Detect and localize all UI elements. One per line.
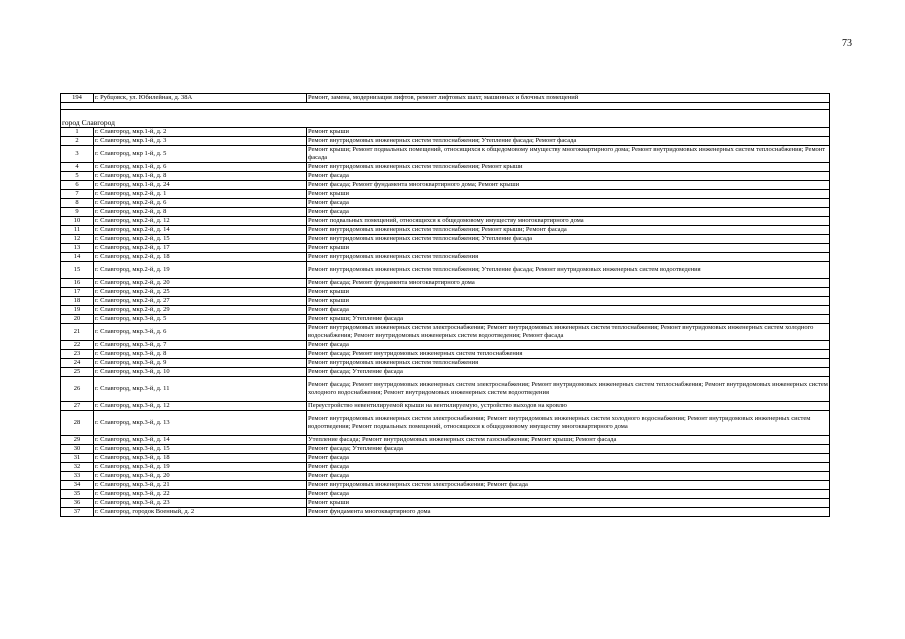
row-address: г. Славгород, мкр.2-й, д. 8 [94,208,307,217]
table-row [61,163,830,172]
row-work-types: Ремонт внутридомовых инженерных систем электроснабжения; Ремонт внутридомовых инженерных систем теплоснабжения; Ремонт внутридомовых инженерных систем холодного водоснабжения; Ремонт внутридомовых инженерных систем водоотведения; Ремонт фасада [307,324,830,341]
row-work-types: Ремонт крыши; Ремонт подвальных помещений, относящихся к общедомовому имуществу многоквартирного дома; Ремонт внутридомовых инженерных систем теплоснабжения; Ремонт фасада [307,146,830,163]
row-work-types: Ремонт внутридомовых инженерных систем теплоснабжения; Ремонт крыши; Ремонт фасада [307,226,830,235]
row-work-types: Ремонт фасада [307,490,830,499]
row-number: 19 [61,306,94,315]
row-address: г. Славгород, мкр.3-й, д. 22 [94,490,307,499]
table-row [61,217,830,226]
row-address: г. Славгород, мкр.2-й, д. 1 [94,190,307,199]
row-work-types: Ремонт крыши [307,297,830,306]
row-number: 9 [61,208,94,217]
row-address: г. Славгород, мкр.2-й, д. 20 [94,279,307,288]
row-work-types: Ремонт, замена, модернизация лифтов, ремонт лифтовых шахт, машинных и блочных помещений [307,94,830,103]
row-work-types: Ремонт внутридомовых инженерных систем теплоснабжения [307,359,830,368]
row-number: 2 [61,137,94,146]
row-address: г. Славгород, мкр.2-й, д. 14 [94,226,307,235]
table-row [61,253,830,262]
row-address: г. Славгород, мкр.3-й, д. 5 [94,315,307,324]
row-number: 28 [61,411,94,436]
row-number: 6 [61,181,94,190]
row-address: г. Славгород, мкр.3-й, д. 11 [94,377,307,402]
row-work-types: Утепление фасада; Ремонт внутридомовых инженерных систем газоснабжения; Ремонт крыши; Ремонт фасада [307,436,830,445]
row-address: г. Славгород, мкр.3-й, д. 7 [94,341,307,350]
row-number: 23 [61,350,94,359]
row-number: 34 [61,481,94,490]
table-row [61,368,830,377]
row-number: 21 [61,324,94,341]
row-address: г. Славгород, мкр.3-й, д. 8 [94,350,307,359]
row-address: г. Славгород, мкр.3-й, д. 6 [94,324,307,341]
row-address: г. Славгород, мкр.3-й, д. 13 [94,411,307,436]
table-row [61,445,830,454]
row-work-types: Ремонт фасада [307,454,830,463]
row-address: г. Славгород, мкр.3-й, д. 9 [94,359,307,368]
table-row [61,508,830,517]
row-work-types: Ремонт фасада; Утепление фасада [307,445,830,454]
row-work-types: Ремонт фасада; Ремонт внутридомовых инженерных систем теплоснабжения [307,350,830,359]
row-number: 35 [61,490,94,499]
row-number: 8 [61,199,94,208]
table-row [61,454,830,463]
row-address: г. Славгород, мкр.3-й, д. 18 [94,454,307,463]
row-work-types: Ремонт фасада [307,199,830,208]
row-address: г. Славгород, мкр.3-й, д. 14 [94,436,307,445]
section-header-row [61,110,830,128]
row-number: 18 [61,297,94,306]
row-number: 33 [61,472,94,481]
row-address: г. Славгород, мкр.3-й, д. 21 [94,481,307,490]
row-work-types: Ремонт внутридомовых инженерных систем теплоснабжения; Утепление фасада; Ремонт фасада [307,137,830,146]
row-number: 25 [61,368,94,377]
row-work-types: Ремонт фасада [307,472,830,481]
row-number: 15 [61,262,94,279]
row-address: г. Славгород, мкр.2-й, д. 27 [94,297,307,306]
row-number: 37 [61,508,94,517]
row-address: г. Славгород, мкр.1-й, д. 8 [94,172,307,181]
table-row [61,297,830,306]
row-address: г. Славгород, мкр.3-й, д. 12 [94,402,307,411]
row-work-types: Ремонт фасада [307,306,830,315]
row-address: г. Славгород, мкр.2-й, д. 25 [94,288,307,297]
row-work-types: Ремонт фасада [307,208,830,217]
row-work-types: Ремонт крыши; Утепление фасада [307,315,830,324]
row-address: г. Славгород, мкр.2-й, д. 6 [94,199,307,208]
row-work-types: Ремонт фасада [307,463,830,472]
row-address: г. Славгород, мкр.1-й, д. 6 [94,163,307,172]
table-row [61,324,830,341]
row-address: г. Славгород, мкр.2-й, д. 17 [94,244,307,253]
row-work-types: Ремонт внутридомовых инженерных систем теплоснабжения; Утепление фасада [307,235,830,244]
row-number: 3 [61,146,94,163]
table-row [61,463,830,472]
table-row [61,315,830,324]
row-work-types: Ремонт фасада [307,341,830,350]
row-number: 22 [61,341,94,350]
row-number: 17 [61,288,94,297]
row-address: г. Рубцовск, ул. Юбилейная, д. 38А [94,94,307,103]
row-work-types: Ремонт внутридомовых инженерных систем теплоснабжения [307,253,830,262]
row-address: г. Славгород, мкр 1-й, д. 5 [94,146,307,163]
row-number: 1 [61,128,94,137]
table-row [61,226,830,235]
row-address: г. Славгород, мкр.3-й, д. 19 [94,463,307,472]
table-row [61,411,830,436]
table-row [61,137,830,146]
row-work-types: Ремонт внутридомовых инженерных систем теплоснабжения; Ремонт крыши [307,163,830,172]
table-row [61,190,830,199]
row-address: г. Славгород, мкр.3-й, д. 23 [94,499,307,508]
row-address: г. Славгород, городок Военный, д. 2 [94,508,307,517]
table-row [61,288,830,297]
row-work-types: Ремонт внутридомовых инженерных систем электроснабжения; Ремонт фасада [307,481,830,490]
row-number: 14 [61,253,94,262]
row-number: 31 [61,454,94,463]
row-number: 30 [61,445,94,454]
row-number: 20 [61,315,94,324]
table-row [61,128,830,137]
table-row [61,377,830,402]
table-row [61,244,830,253]
row-work-types: Переустройство невентилируемой крыши на вентилируемую, устройство выходов на кровлю [307,402,830,411]
row-address: г. Славгород, мкр.2-й, д. 29 [94,306,307,315]
table-row [61,94,830,103]
table-row [61,235,830,244]
row-number: 7 [61,190,94,199]
row-work-types: Ремонт крыши [307,499,830,508]
row-address: г. Славгород, мкр.3-й, д. 15 [94,445,307,454]
table-row [61,199,830,208]
row-work-types: Ремонт подвальных помещений, относящихся к общедомовому имуществу многоквартирного дома [307,217,830,226]
row-address: г. Славгород, мкр.2-й, д. 12 [94,217,307,226]
spacer-row [61,103,830,110]
table-row [61,341,830,350]
row-work-types: Ремонт крыши [307,288,830,297]
row-number: 16 [61,279,94,288]
row-work-types: Ремонт фундамента многоквартирного дома [307,508,830,517]
page-number: 73 [842,38,852,49]
row-work-types: Ремонт внутридомовых инженерных систем электроснабжения; Ремонт внутридомовых инженерных систем холодного водоснабжения; Ремонт внутридомовых инженерных систем водоотведения; Ремонт подвальных помещений, относящихся к общедомовому имуществу многоквартирного дома [307,411,830,436]
row-work-types: Ремонт внутридомовых инженерных систем теплоснабжения; Утепление фасада; Ремонт внутридомовых инженерных систем водоотведения [307,262,830,279]
row-number: 13 [61,244,94,253]
table-row [61,490,830,499]
row-number: 32 [61,463,94,472]
row-work-types: Ремонт фасада; Ремонт внутридомовых инженерных систем электроснабжения; Ремонт внутридомовых инженерных систем теплоснабжения; Ремонт внутридомовых инженерных систем холодного водоснабжения; Ремонт внутридомовых инженерных систем водоотведения [307,377,830,402]
row-number: 10 [61,217,94,226]
row-number: 24 [61,359,94,368]
row-number: 12 [61,235,94,244]
row-work-types: Ремонт крыши [307,128,830,137]
table-row [61,359,830,368]
row-number: 4 [61,163,94,172]
row-number: 29 [61,436,94,445]
row-address: г. Славгород, мкр.2-й, д. 15 [94,235,307,244]
row-address: г. Славгород, мкр.2-й, д. 19 [94,262,307,279]
table-row [61,402,830,411]
row-number: 27 [61,402,94,411]
row-work-types: Ремонт фасада; Ремонт фундамента многоквартирного дома [307,279,830,288]
table-row [61,306,830,315]
table-row [61,172,830,181]
row-number: 194 [61,94,94,103]
row-address: г. Славгород, мкр.1-й, д. 24 [94,181,307,190]
table-row [61,481,830,490]
row-work-types: Ремонт крыши [307,244,830,253]
row-work-types: Ремонт фасада; Ремонт фундамента многоквартирного дома; Ремонт крыши [307,181,830,190]
row-work-types: Ремонт фасада; Утепление фасада [307,368,830,377]
row-work-types: Ремонт фасада [307,172,830,181]
row-number: 11 [61,226,94,235]
section-title: город Славгород [61,110,830,128]
table-row [61,208,830,217]
row-address: г. Славгород, мкр.1-й, д. 3 [94,137,307,146]
row-address: г. Славгород, мкр.3-й, д. 20 [94,472,307,481]
table-row [61,436,830,445]
row-number: 36 [61,499,94,508]
table-row [61,472,830,481]
table-row [61,146,830,163]
row-work-types: Ремонт крыши [307,190,830,199]
table-row [61,279,830,288]
row-number: 26 [61,377,94,402]
repair-program-table [60,93,830,517]
table-row [61,499,830,508]
row-address: г. Славгород, мкр.1-й, д. 2 [94,128,307,137]
row-address: г. Славгород, мкр.3-й, д. 10 [94,368,307,377]
row-number: 5 [61,172,94,181]
table-row [61,181,830,190]
table-row [61,350,830,359]
table-row [61,262,830,279]
row-address: г. Славгород, мкр.2-й, д. 18 [94,253,307,262]
